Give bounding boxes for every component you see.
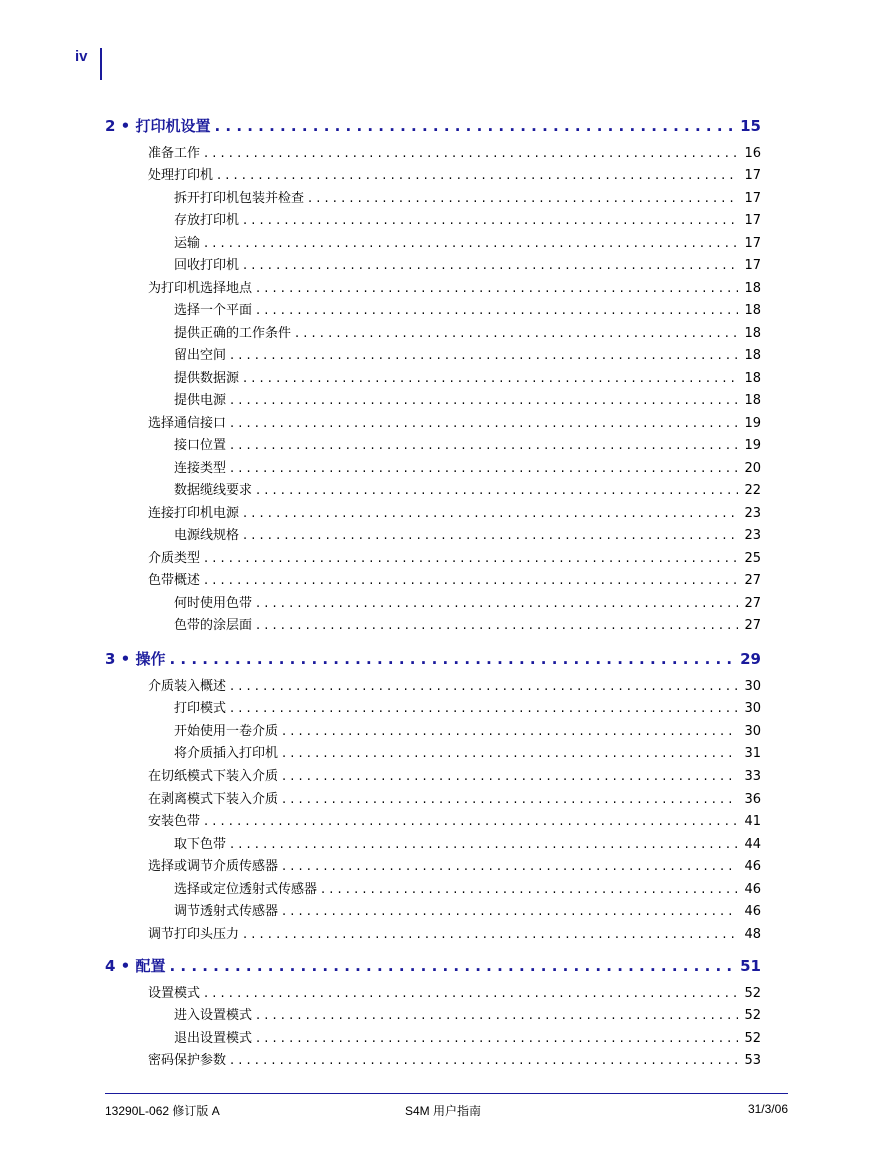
- toc-entry[interactable]: [174, 697, 761, 717]
- toc-entry-title: 开始使用一卷介质: [174, 724, 279, 739]
- toc-entry-title: 处理打印机: [148, 168, 214, 183]
- toc-leader-dots: [295, 326, 738, 341]
- toc-page-number: 19: [744, 416, 761, 431]
- toc-page-number: 17: [744, 236, 761, 251]
- toc-leader-dots: [243, 506, 738, 521]
- toc-entry[interactable]: [148, 982, 761, 1002]
- toc-entry[interactable]: [148, 164, 761, 184]
- toc-leader-dots: [230, 837, 738, 852]
- toc-leader-dots: [169, 650, 734, 668]
- toc-entry-title: 提供电源: [174, 393, 227, 408]
- toc-chapter-entry[interactable]: [105, 955, 761, 977]
- toc-entry[interactable]: [148, 810, 761, 830]
- toc-page-number: 48: [744, 927, 761, 942]
- toc-leader-dots: [282, 792, 738, 807]
- toc-leader-dots: [256, 1008, 738, 1023]
- footer-date: 31/3/06: [747, 1102, 788, 1116]
- toc-page-number: 46: [744, 904, 761, 919]
- toc-entry-title: 将介质插入打印机: [174, 746, 279, 761]
- toc-page-number: 16: [744, 146, 761, 161]
- toc-entry[interactable]: [174, 232, 761, 252]
- toc-entry[interactable]: [174, 434, 761, 454]
- toc-entry-title: 调节打印头压力: [148, 927, 240, 942]
- toc-entry-title: 进入设置模式: [174, 1008, 253, 1023]
- toc-entry[interactable]: [174, 457, 761, 477]
- toc-leader-dots: [256, 303, 738, 318]
- toc-entry-title: 何时使用色带: [174, 596, 253, 611]
- toc-entry[interactable]: [174, 209, 761, 229]
- toc-entry-title: 设置模式: [148, 986, 201, 1001]
- toc-entry[interactable]: [174, 720, 761, 740]
- toc-entry-title: 电源线规格: [174, 528, 240, 543]
- toc-entry-title: 打印模式: [174, 701, 227, 716]
- toc-leader-dots: [204, 986, 738, 1001]
- toc-leader-dots: [169, 957, 734, 975]
- toc-leader-dots: [204, 551, 738, 566]
- toc-page-number: 18: [744, 393, 761, 408]
- toc-leader-dots: [282, 746, 738, 761]
- toc-page-number: 31: [744, 746, 761, 761]
- toc-entry-title: 在剥离模式下装入介质: [148, 792, 279, 807]
- toc-chapter-entry[interactable]: [105, 648, 761, 670]
- toc-entry[interactable]: [174, 900, 761, 920]
- toc-entry[interactable]: [148, 412, 761, 432]
- toc-leader-dots: [256, 618, 738, 633]
- toc-entry-title: 运输: [174, 236, 201, 251]
- toc-entry-title: 3 • 操作: [105, 650, 166, 668]
- toc-leader-dots: [230, 461, 738, 476]
- toc-page-number: 51: [740, 957, 761, 975]
- toc-page-number: 18: [744, 348, 761, 363]
- toc-page-number: 25: [744, 551, 761, 566]
- toc-page-number: 22: [744, 483, 761, 498]
- toc-entry[interactable]: [174, 833, 761, 853]
- toc-leader-dots: [230, 1053, 738, 1068]
- toc-page-number: 44: [744, 837, 761, 852]
- toc-page-number: 52: [744, 1031, 761, 1046]
- toc-leader-dots: [282, 724, 738, 739]
- toc-leader-dots: [256, 596, 738, 611]
- toc-entry-title: 色带的涂层面: [174, 618, 253, 633]
- toc-entry-title: 拆开打印机包装并检查: [174, 191, 305, 206]
- toc-page-number: 29: [740, 650, 761, 668]
- toc-entry[interactable]: [148, 142, 761, 162]
- toc-page-number: 18: [744, 281, 761, 296]
- toc-page-number: 18: [744, 371, 761, 386]
- toc-page-number: 27: [744, 573, 761, 588]
- toc-page-number: 18: [744, 303, 761, 318]
- toc-leader-dots: [217, 168, 738, 183]
- toc-leader-dots: [321, 882, 738, 897]
- toc-page-number: 15: [740, 117, 761, 135]
- toc-entry-title: 安装色带: [148, 814, 201, 829]
- toc-entry[interactable]: [174, 592, 761, 612]
- toc-entry-title: 为打印机选择地点: [148, 281, 253, 296]
- toc-leader-dots: [204, 573, 738, 588]
- toc-entry[interactable]: [174, 524, 761, 544]
- toc-leader-dots: [230, 393, 738, 408]
- toc-entry[interactable]: [148, 547, 761, 567]
- toc-leader-dots: [256, 483, 738, 498]
- toc-leader-dots: [230, 701, 738, 716]
- toc-entry-title: 取下色带: [174, 837, 227, 852]
- toc-page-number: 46: [744, 859, 761, 874]
- toc-leader-dots: [308, 191, 738, 206]
- toc-entry[interactable]: [174, 878, 761, 898]
- toc-leader-dots: [204, 236, 738, 251]
- toc-page-number: 30: [744, 701, 761, 716]
- toc-entry-title: 提供数据源: [174, 371, 240, 386]
- toc-entry-title: 选择一个平面: [174, 303, 253, 318]
- toc-entry[interactable]: [148, 765, 761, 785]
- toc-entry[interactable]: [148, 502, 761, 522]
- toc-leader-dots: [243, 371, 738, 386]
- toc-entry[interactable]: [174, 254, 761, 274]
- toc-entry-title: 介质装入概述: [148, 679, 227, 694]
- toc-entry[interactable]: [174, 299, 761, 319]
- toc-entry[interactable]: [174, 1004, 761, 1024]
- toc-entry-title: 在切纸模式下装入介质: [148, 769, 279, 784]
- toc-leader-dots: [243, 927, 738, 942]
- toc-page-number: 52: [744, 1008, 761, 1023]
- toc-entry[interactable]: [174, 614, 761, 634]
- toc-entry-title: 回收打印机: [174, 258, 240, 273]
- toc-entry-title: 存放打印机: [174, 213, 240, 228]
- toc-entry-title: 色带概述: [148, 573, 201, 588]
- toc-entry-title: 选择或定位透射式传感器: [174, 882, 318, 897]
- toc-page-number: 46: [744, 882, 761, 897]
- toc-page-number: 17: [744, 168, 761, 183]
- toc-leader-dots: [230, 348, 738, 363]
- footer-doc-number: 13290L-062 修订版 A: [105, 1104, 220, 1118]
- toc-entry[interactable]: [174, 322, 761, 342]
- toc-page-number: 36: [744, 792, 761, 807]
- toc-entry-title: 选择通信接口: [148, 416, 227, 431]
- toc-page-number: 53: [744, 1053, 761, 1068]
- toc-entry-title: 退出设置模式: [174, 1031, 253, 1046]
- toc-entry-title: 介质类型: [148, 551, 201, 566]
- toc-page-number: 23: [744, 528, 761, 543]
- toc-entry[interactable]: [174, 344, 761, 364]
- toc-entry-title: 连接类型: [174, 461, 227, 476]
- toc-leader-dots: [214, 117, 734, 135]
- toc-leader-dots: [243, 528, 738, 543]
- toc-entry[interactable]: [174, 187, 761, 207]
- toc-entry[interactable]: [174, 479, 761, 499]
- toc-page-number: 52: [744, 986, 761, 1001]
- toc-leader-dots: [256, 281, 738, 296]
- toc-page-number: 19: [744, 438, 761, 453]
- toc-page-number: 27: [744, 618, 761, 633]
- toc-leader-dots: [282, 769, 738, 784]
- toc-entry-title: 密码保护参数: [148, 1053, 227, 1068]
- toc-entry-title: 连接打印机电源: [148, 506, 240, 521]
- toc-page-number: 20: [744, 461, 761, 476]
- toc-entry-title: 4 • 配置: [105, 957, 166, 975]
- toc-leader-dots: [282, 904, 738, 919]
- toc-page-number: 27: [744, 596, 761, 611]
- toc-leader-dots: [230, 679, 738, 694]
- toc-entry[interactable]: [148, 675, 761, 695]
- toc-entry[interactable]: [174, 389, 761, 409]
- toc-entry-title: 接口位置: [174, 438, 227, 453]
- toc-leader-dots: [230, 438, 738, 453]
- toc-entry-title: 提供正确的工作条件: [174, 326, 292, 341]
- toc-entry[interactable]: [174, 367, 761, 387]
- toc-leader-dots: [243, 213, 738, 228]
- toc-chapter-entry[interactable]: [105, 115, 761, 137]
- toc-page-number: 17: [744, 258, 761, 273]
- header-rule: [100, 48, 102, 80]
- footer-guide-title: S4M 用户指南: [405, 1104, 482, 1118]
- toc-entry[interactable]: [174, 1027, 761, 1047]
- toc-page-number: 41: [744, 814, 761, 829]
- toc-entry[interactable]: [148, 569, 761, 589]
- toc-entry[interactable]: [174, 742, 761, 762]
- toc-entry[interactable]: [148, 855, 761, 875]
- toc-page-number: 18: [744, 326, 761, 341]
- toc-entry-title: 2 • 打印机设置: [105, 117, 211, 135]
- toc-entry-title: 准备工作: [148, 146, 201, 161]
- toc-entry-title: 留出空间: [174, 348, 227, 363]
- toc-page-number: 30: [744, 679, 761, 694]
- toc-leader-dots: [282, 859, 738, 874]
- toc-leader-dots: [204, 146, 738, 161]
- toc-entry[interactable]: [148, 923, 761, 943]
- toc-entry-title: 数据缆线要求: [174, 483, 253, 498]
- footer-rule: [105, 1093, 788, 1094]
- toc-entry[interactable]: [148, 277, 761, 297]
- toc-leader-dots: [204, 814, 738, 829]
- toc-page-number: 23: [744, 506, 761, 521]
- toc-leader-dots: [230, 416, 738, 431]
- page-number: iv: [75, 48, 88, 65]
- toc-entry-title: 选择或调节介质传感器: [148, 859, 279, 874]
- toc-entry[interactable]: [148, 788, 761, 808]
- toc-page-number: 17: [744, 213, 761, 228]
- toc-page-number: 30: [744, 724, 761, 739]
- toc-entry-title: 调节透射式传感器: [174, 904, 279, 919]
- toc-page-number: 17: [744, 191, 761, 206]
- toc-entry[interactable]: [148, 1049, 761, 1069]
- toc-page-number: 33: [744, 769, 761, 784]
- toc-leader-dots: [243, 258, 738, 273]
- toc-leader-dots: [256, 1031, 738, 1046]
